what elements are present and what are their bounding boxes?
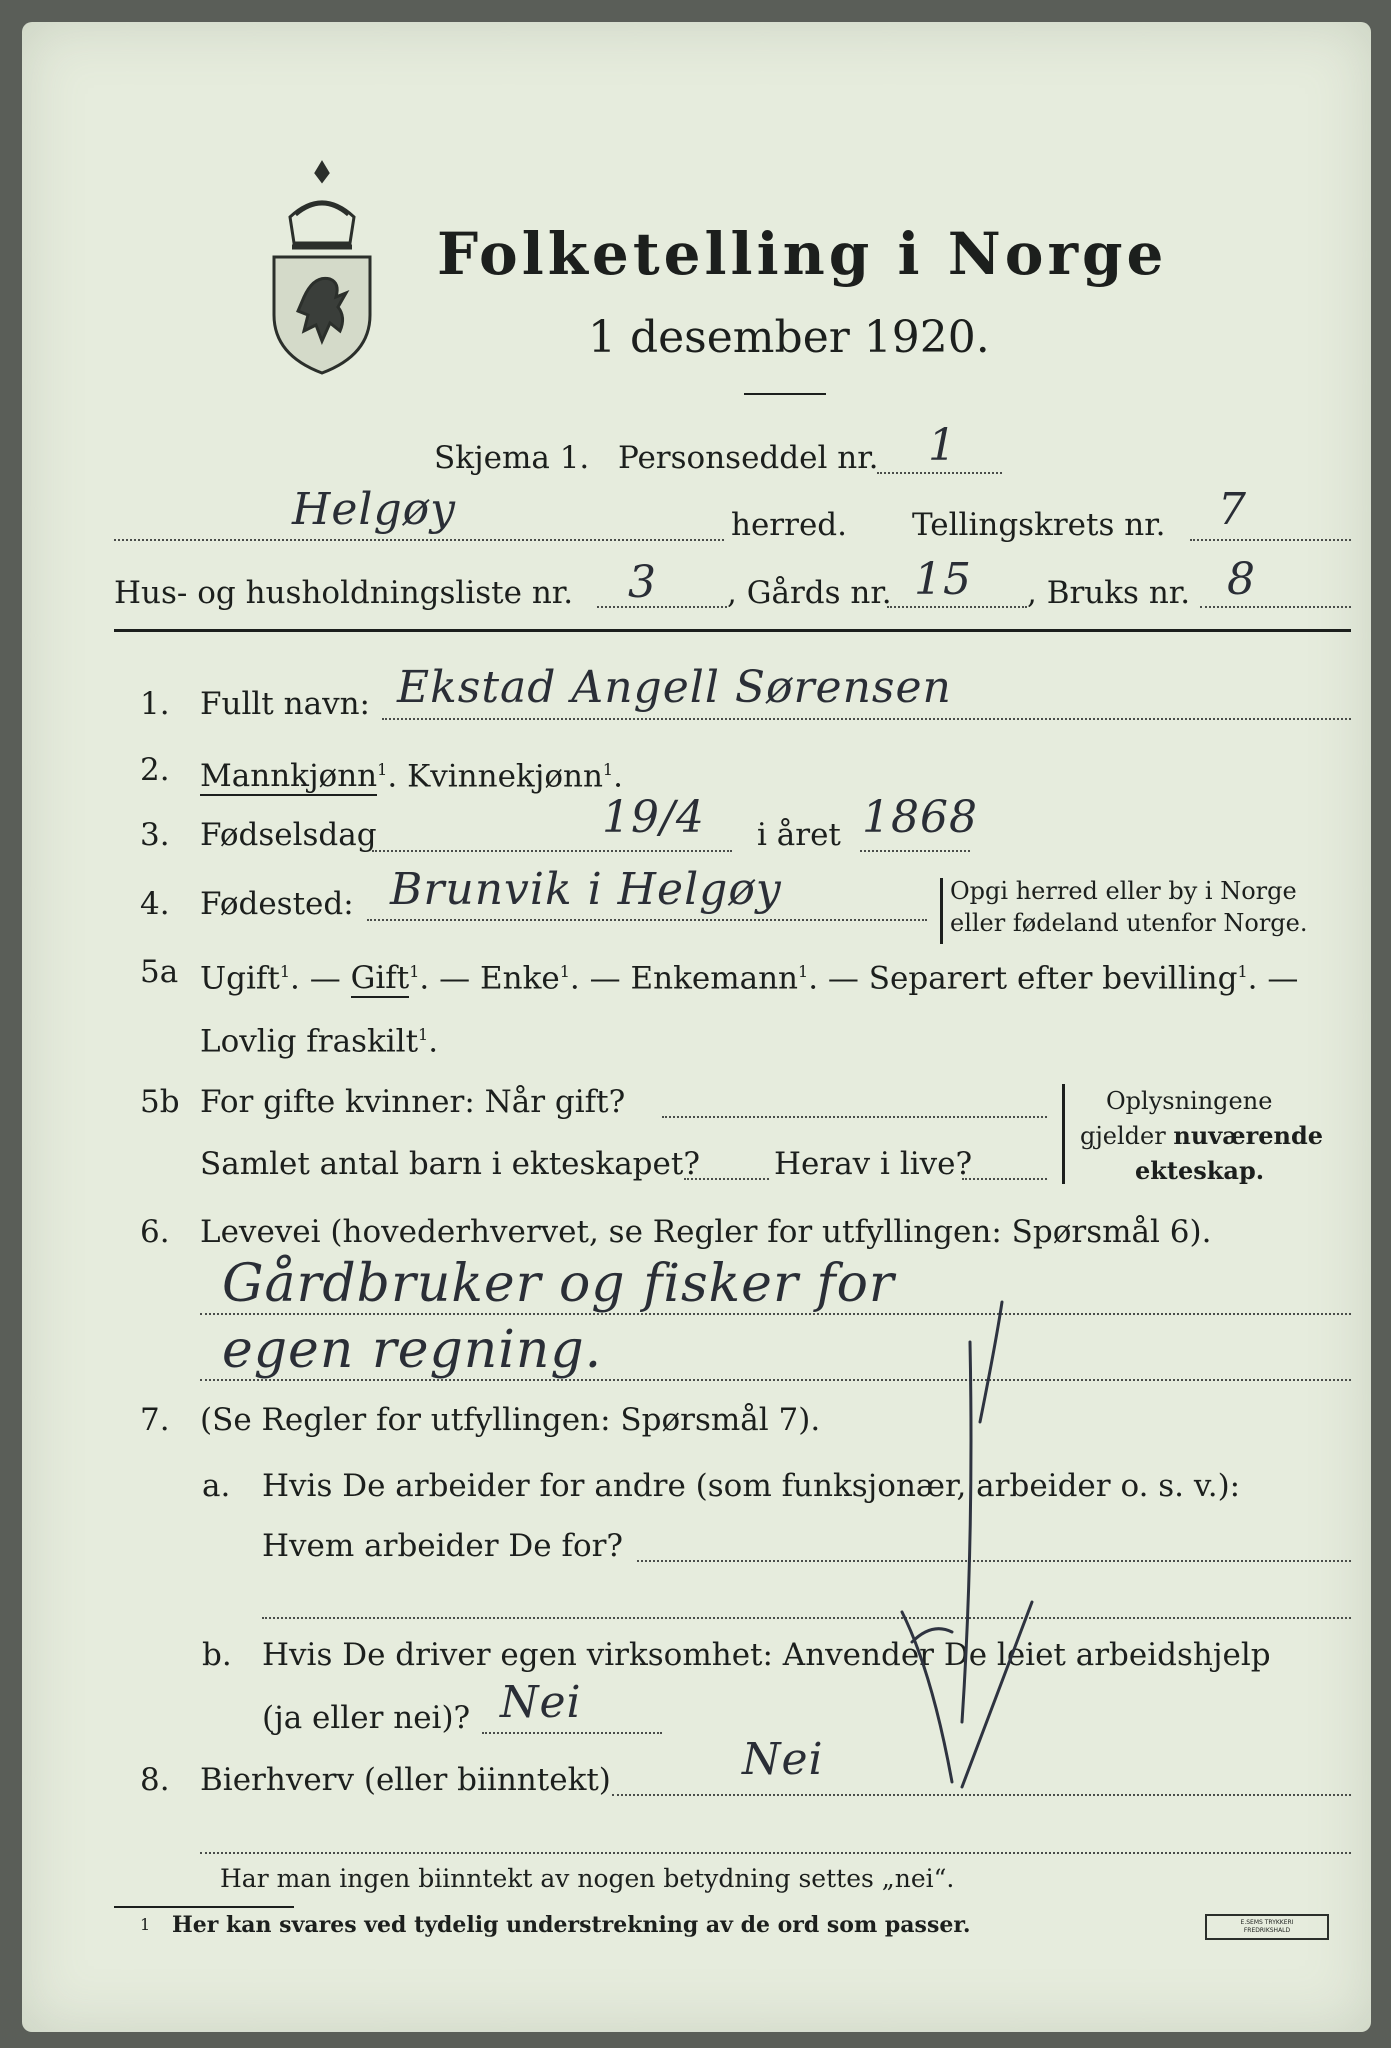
footnote-number: 1 [140, 1915, 151, 1934]
bruks-line [1200, 606, 1351, 608]
q6-value-1: Gårdbruker og fisker for [222, 1254, 895, 1314]
title-divider [744, 393, 826, 395]
hus-value: 3 [628, 557, 657, 608]
printer-stamp [1205, 1914, 1329, 1940]
q1-number: 1. [140, 686, 170, 722]
q5b-note-2 [1080, 1119, 1323, 1153]
q5a-options: Ugift$^1$. — Gift$^1$. — Enke$^1$. — Enkemann$^1$. — Separert efter bevilling$^1$. — [200, 960, 1299, 997]
q5a-gift-sup: 1 [409, 962, 420, 981]
biinntekt-note: Har man ingen biinntekt av nogen betydning settes „nei“. [220, 1864, 955, 1893]
bruks-value: 8 [1227, 554, 1256, 605]
herred-value: Helgøy [292, 484, 456, 535]
q2-female-sup: 1 [602, 760, 614, 779]
q5a-number: 5a [140, 954, 179, 990]
q2-male: Mannkjønn [200, 758, 378, 795]
q8-number: 8. [140, 1762, 170, 1798]
q7b-line [482, 1732, 662, 1734]
q2-female: Kvinnekjønn [407, 758, 603, 795]
q5a-separert-sup: 1 [1237, 962, 1248, 981]
q5b-barn-label: Samlet antal barn i ekteskapet? [200, 1146, 700, 1182]
norway-coat-of-arms-icon [266, 157, 378, 379]
q6-number: 6. [140, 1214, 170, 1250]
q5a-ugift: Ugift [200, 960, 280, 997]
q3-value: 19/4 [602, 792, 705, 843]
gards-value: 15 [914, 554, 972, 605]
q5a-enkemann-sup: 1 [798, 962, 809, 981]
q6-label: Levevei (hovederhvervet, se Regler for utfyllingen: Spørsmål 6). [200, 1214, 1212, 1250]
q5a-separert: Separert efter bevilling [868, 960, 1238, 997]
q4-value: Brunvik i Helgøy [390, 864, 782, 915]
q5a-dash-5: — [1267, 960, 1299, 997]
q5a-dash-1: — [309, 960, 341, 997]
q5b-barn-line [684, 1178, 769, 1180]
header-rule [114, 629, 1351, 632]
q5b-live-line [962, 1178, 1047, 1180]
printer-stamp-text: E.SEMS TRYKKERI FREDRIKSHALD [1240, 1919, 1294, 1934]
personseddel-value: 1 [928, 420, 957, 471]
q4-number: 4. [140, 886, 170, 922]
schema-label: Skjema 1. [434, 440, 590, 476]
q3-year-line [860, 850, 970, 852]
q5a-fraskilt-wrap: Lovlig fraskilt$^1$. [200, 1023, 439, 1060]
tellingskrets-line [1190, 539, 1351, 541]
q5a-enke-sup: 1 [559, 962, 570, 981]
q5b-gift-line [662, 1116, 1047, 1118]
hus-label: Hus- og husholdningsliste nr. [114, 575, 574, 611]
q2-male-sup: 1 [377, 760, 388, 779]
q5b-live-label: Herav i live? [774, 1146, 973, 1182]
q7a-sub: Hvem arbeider De for? [262, 1528, 624, 1564]
q5b-note-1: Oplysningene [1106, 1087, 1273, 1115]
q5a-dash-3: — [589, 960, 621, 997]
gards-label: , Gårds nr. [727, 575, 892, 611]
q5a-dash-2: — [439, 960, 471, 997]
q7a-number: a. [202, 1468, 231, 1504]
q5a-fraskilt: Lovlig fraskilt [200, 1023, 419, 1060]
q3-year-label: i året [757, 817, 841, 853]
q1-value: Ekstad Angell Sørensen [397, 662, 952, 713]
q4-label: Fødested: [200, 886, 354, 922]
q5a-enkemann: Enkemann [630, 960, 799, 997]
q4-line [367, 919, 927, 921]
q5a-enke: Enke [479, 960, 560, 997]
q7a-label: Hvis De arbeider for andre (som funksjonær, arbeider o. s. v.): [262, 1468, 1241, 1504]
bruks-label: , Bruks nr. [1027, 575, 1191, 611]
q5a-gift: Gift [350, 960, 410, 997]
q7b-label: Hvis De driver egen virksomhet: Anvender De leiet arbeidshjelp [262, 1637, 1271, 1673]
form-title: Folketelling i Norge [437, 220, 1168, 288]
q7b-number: b. [202, 1637, 232, 1673]
q5b-brace [1062, 1084, 1065, 1184]
q8-line-2 [200, 1852, 1351, 1854]
personseddel-label: Personseddel nr. [618, 440, 879, 476]
gards-line [887, 606, 1027, 608]
tellingskrets-value: 7 [1218, 484, 1247, 535]
q3-number: 3. [140, 817, 170, 853]
q1-label: Fullt navn: [200, 686, 370, 722]
q7b-sub: (ja eller nei)? [262, 1700, 471, 1736]
footnote-text: Her kan svares ved tydelig understrekning av de ord som passer. [172, 1912, 971, 1938]
q4-note-1: Opgi herred eller by i Norge [950, 877, 1297, 905]
herred-label: herred. [731, 507, 847, 543]
census-form [22, 22, 1371, 2032]
q7b-value: Nei [500, 1677, 582, 1728]
q5b-number: 5b [140, 1084, 180, 1120]
q2-number: 2. [140, 752, 170, 788]
footnote-rule [114, 1906, 294, 1908]
q5b-label: For gifte kvinner: Når gift? [200, 1084, 626, 1120]
q1-line [382, 718, 1351, 720]
tellingskrets-label: Tellingskrets nr. [912, 507, 1166, 543]
q5a-fraskilt-sup: 1 [418, 1025, 429, 1044]
personseddel-line [877, 472, 1002, 474]
q5a-dash-4: — [827, 960, 859, 997]
q7-label: (Se Regler for utfyllingen: Spørsmål 7). [200, 1402, 821, 1438]
hus-line [597, 606, 727, 608]
q8-value: Nei [742, 1734, 824, 1785]
q5b-note-3: ekteskap. [1135, 1156, 1265, 1185]
census-date: 1 desember 1920. [588, 312, 990, 363]
q5b-note-2b: nuværende [1173, 1121, 1324, 1150]
q3-line [372, 850, 732, 852]
q3-label: Fødselsdag [200, 817, 377, 853]
q6-value-2: egen regning. [222, 1320, 603, 1380]
herred-line [114, 539, 724, 541]
q3-year-value: 1868 [862, 792, 978, 843]
q4-brace [940, 878, 943, 944]
q7a-line-2 [262, 1617, 1351, 1619]
q5a-ugift-sup: 1 [279, 962, 291, 981]
q5b-note-2a: gjelder [1080, 1122, 1166, 1150]
handwritten-check-mark-icon [862, 1282, 1072, 1802]
q7-number: 7. [140, 1402, 170, 1438]
q4-note-2: eller fødeland utenfor Norge. [950, 909, 1308, 937]
q8-label: Bierhverv (eller biinntekt) [200, 1762, 611, 1798]
q2-options: Mannkjønn$^1$. Kvinnekjønn$^1$. [200, 758, 623, 795]
